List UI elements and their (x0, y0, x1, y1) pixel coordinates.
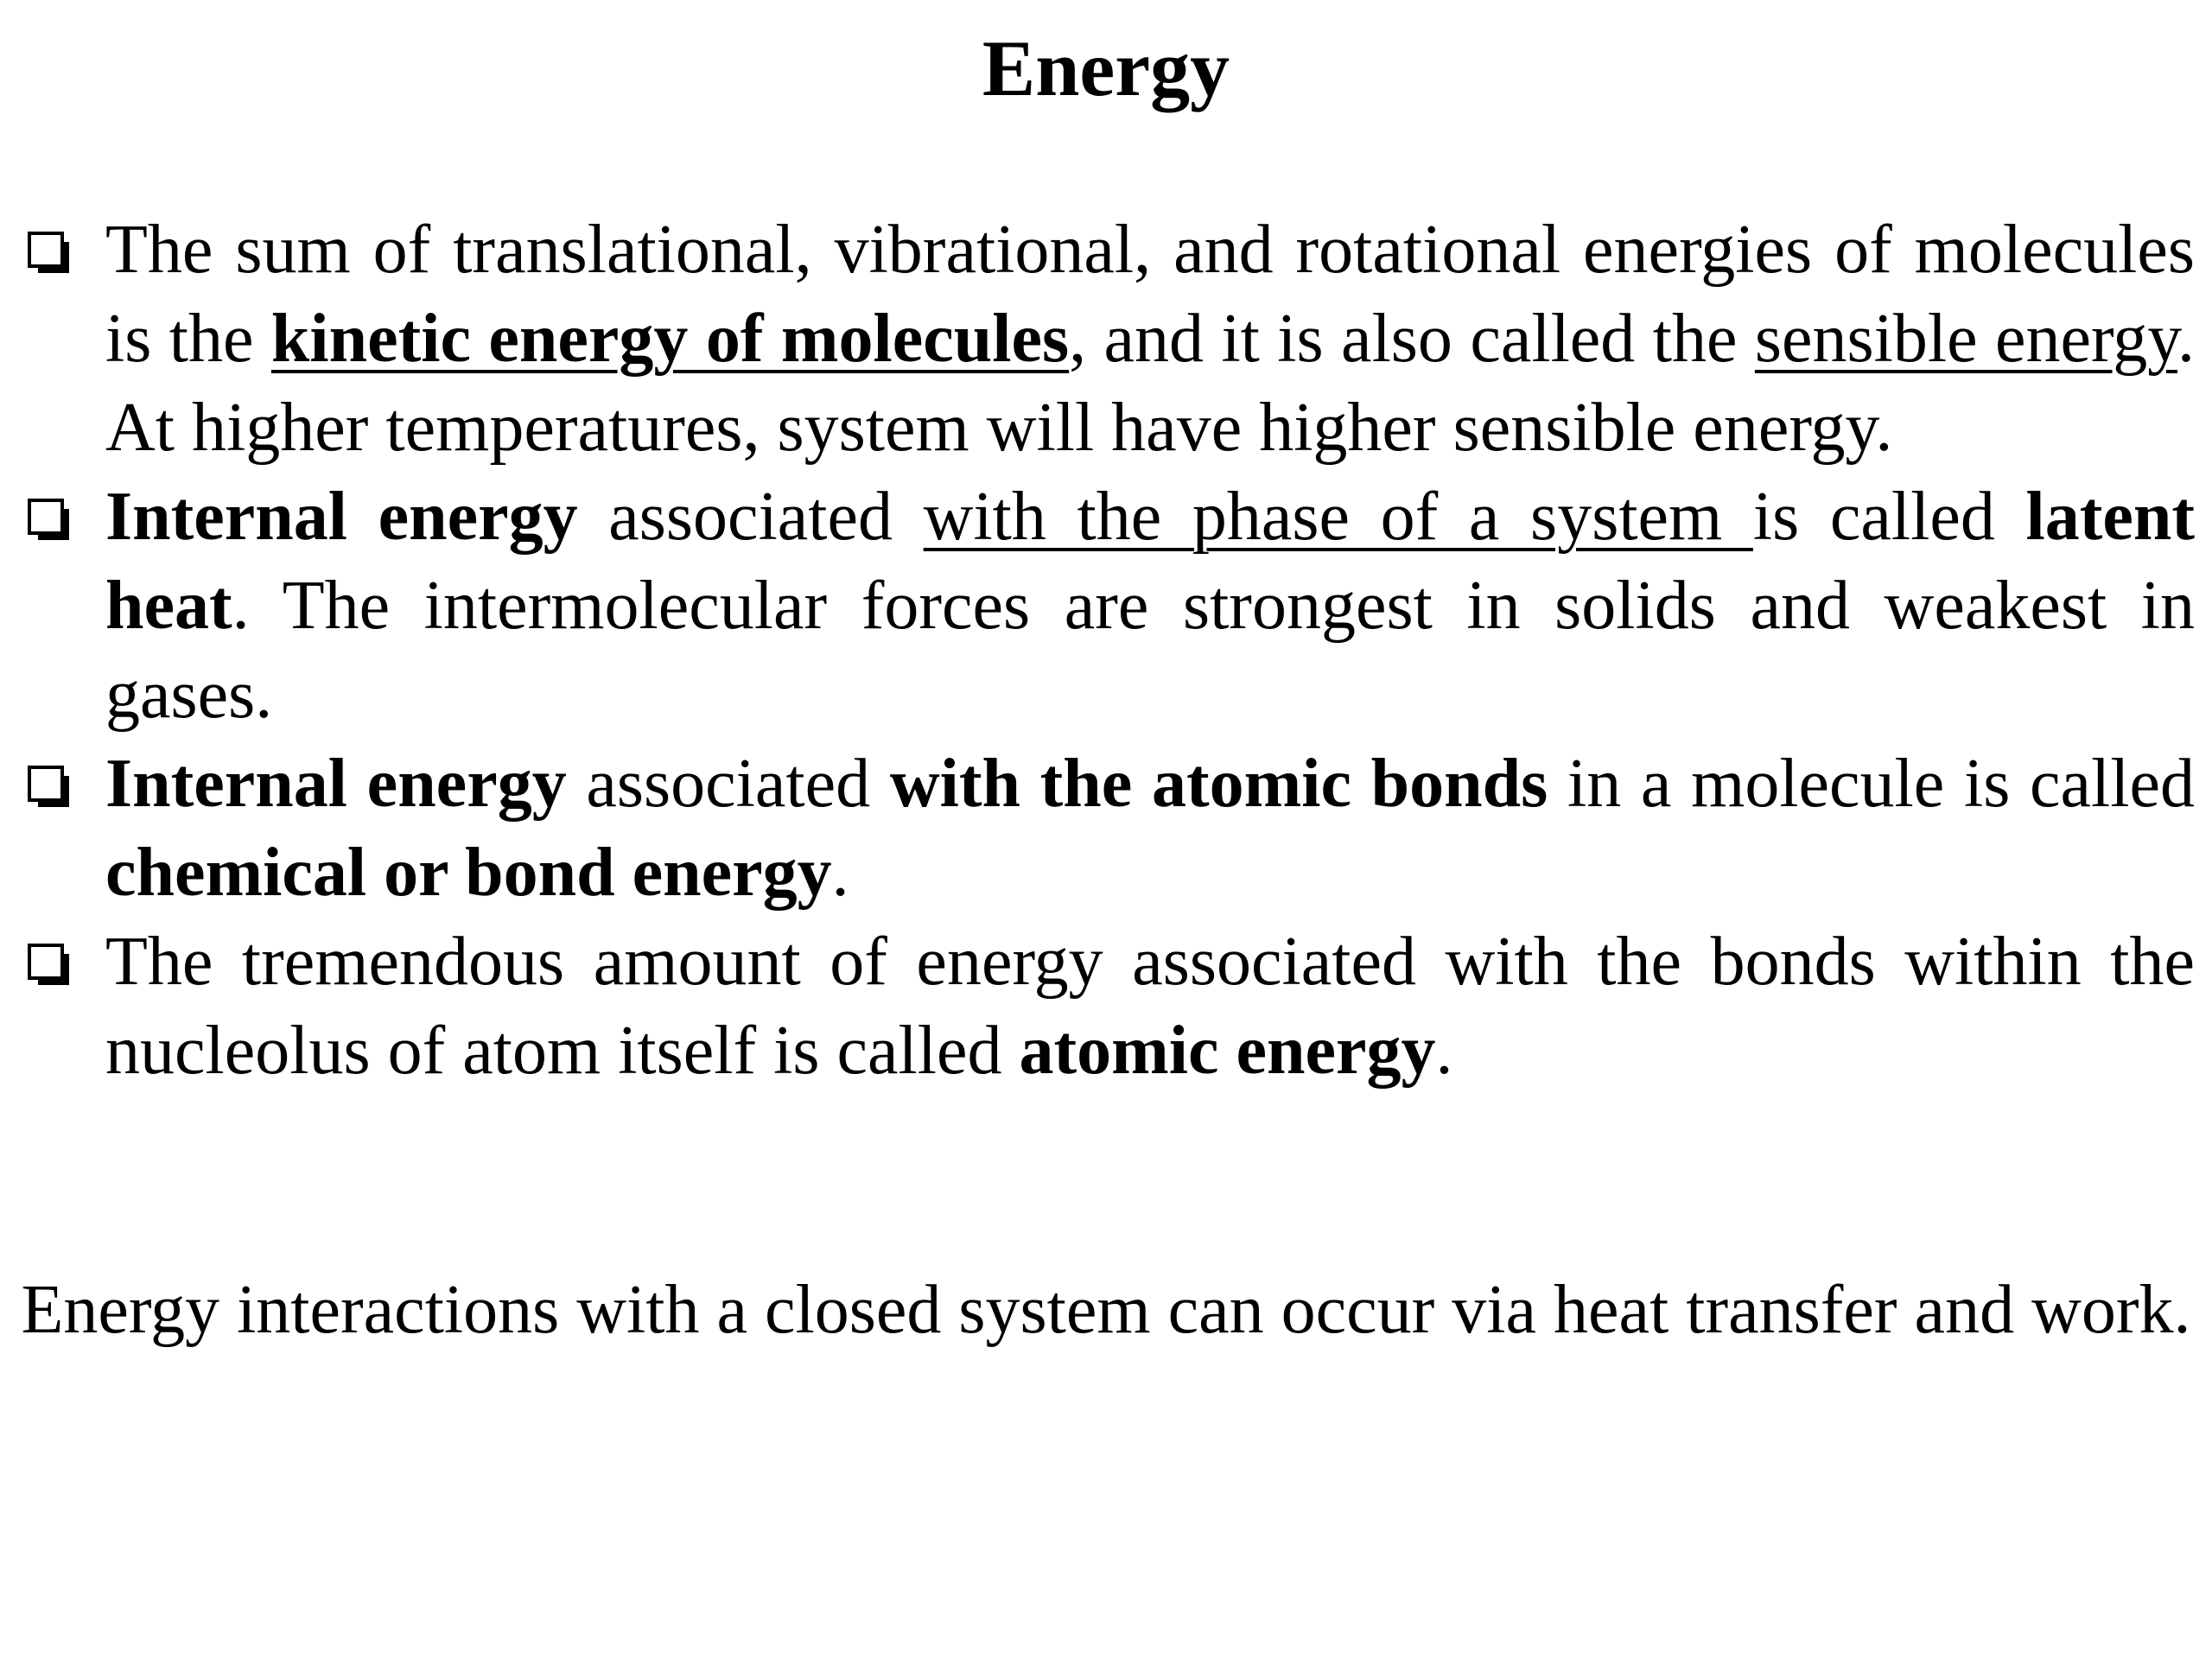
bullet-text: in a molecule is called (1548, 746, 2196, 822)
bullet-list (26, 206, 2195, 1096)
bullet-text: . The intermolecular forces are strongest in solids and weakest in gases. (105, 568, 2195, 733)
bullet-kinetic-energy (26, 206, 2195, 473)
term-chemical-energy: chemical or bond energy (105, 835, 832, 911)
bullet-text: The sum of translational, vibrational, and rotational energies of molecules is the (105, 212, 2195, 377)
checkbox-icon (28, 766, 71, 809)
bullet-text: associated (566, 746, 890, 822)
phrase-phase-of-system: with the phase of a system (923, 479, 1753, 555)
checkbox-icon (28, 232, 71, 275)
checkbox-icon (28, 944, 71, 987)
bullet-latent-heat (26, 473, 2195, 740)
closing-statement: Energy interactions with a closed system can occur via heat transfer and work. (21, 1272, 2191, 1348)
term-atomic-energy: atomic energy (1019, 1013, 1436, 1089)
term-internal-energy: Internal energy (105, 479, 578, 555)
term-sensible-energy: sensible energy (1754, 301, 2178, 377)
term-internal-energy: Internal energy (105, 746, 567, 822)
phrase-atomic-bonds: with the atomic bonds (889, 746, 1548, 822)
checkbox-icon (28, 499, 71, 542)
bullet-chemical-energy (26, 740, 2195, 918)
term-latent-heat: latent heat (105, 479, 2196, 644)
bullet-text: is called (1752, 479, 2026, 555)
bullet-text: . (831, 835, 849, 911)
term-kinetic-energy: kinetic energy of molecules (270, 301, 1070, 377)
bullet-text: associated (577, 479, 924, 555)
bullet-text: . (1435, 1013, 1453, 1089)
bullet-atomic-energy (26, 918, 2195, 1096)
bullet-text: . At higher temperatures, system will have higher sensible energy. (105, 301, 2196, 466)
bullet-text: , and it is also called the (1069, 301, 1755, 377)
bullet-text: The tremendous amount of energy associated with the bonds within the nucleolus of atom itself is called (105, 924, 2195, 1089)
slide-title: Energy (982, 24, 1230, 112)
